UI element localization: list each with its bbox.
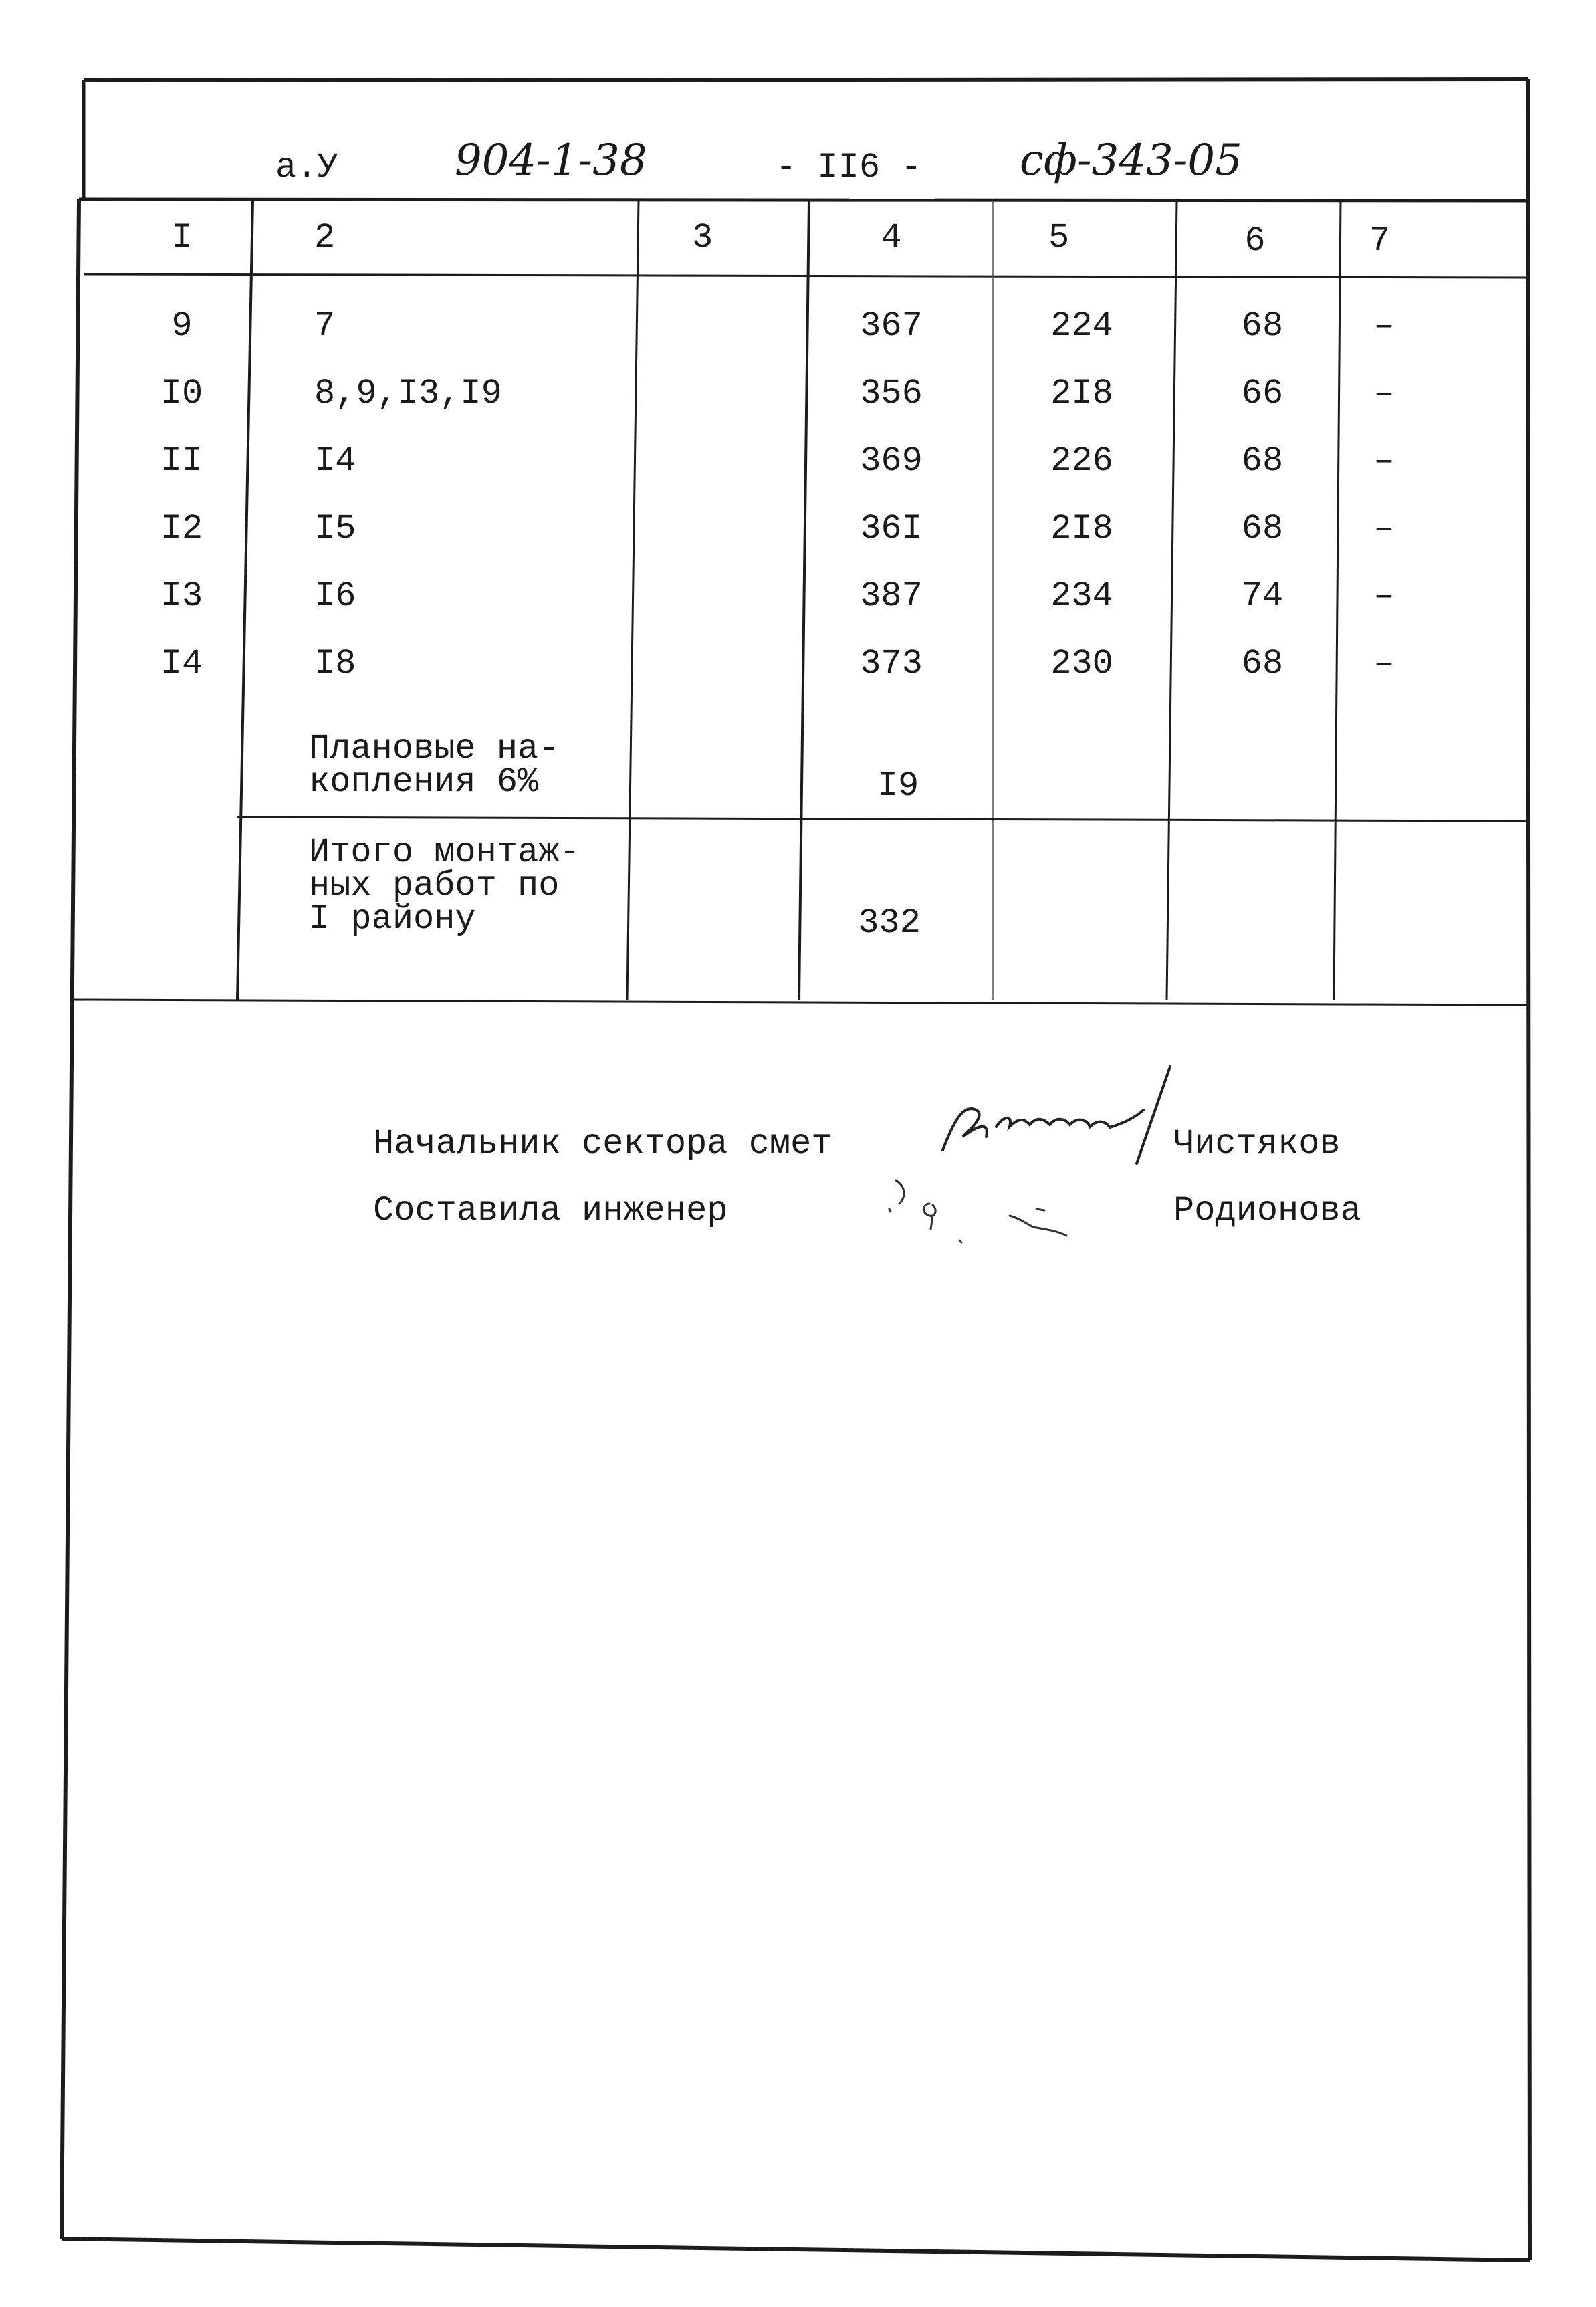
row-value-col7: – [1373,509,1395,548]
row-reference: I6 [314,576,356,616]
row-value-col4: 356 [860,374,923,413]
row-value-col7: – [1373,576,1395,616]
row-reference: I5 [314,509,356,548]
row-value-col6: 68 [1241,441,1284,481]
row-value-col7: – [1373,644,1395,683]
row-value-col4: 373 [860,644,923,683]
column-header-6: 6 [1244,221,1266,261]
signature-mark-2 [876,1177,1097,1250]
row-reference: I4 [314,441,356,481]
column-header-2: 2 [314,218,336,257]
row-value-col5: 230 [1050,644,1113,683]
row-value-col5: 2I8 [1050,374,1113,413]
row-value-col4: 369 [860,441,923,481]
row-number: I0 [160,374,203,413]
column-header-4: 4 [881,218,902,257]
column-header-1: I [171,218,193,257]
row-value-col7: – [1373,306,1395,346]
row-reference: I8 [314,644,356,683]
row-number: I3 [160,576,203,616]
project-code: 904-1-38 [455,136,647,185]
row-value-col6: 66 [1241,374,1284,413]
column-header-3: 3 [692,218,713,257]
row-value-col4: 387 [860,576,923,616]
accumulation-label: Плановые на- копления 6% [309,729,560,802]
document-code: сф-343-05 [1020,136,1242,185]
signature-name-2: Родионова [1173,1191,1361,1230]
header-prefix: а.У [275,148,338,187]
total-value: 332 [858,903,921,943]
row-value-col7: – [1373,374,1395,413]
accumulation-value: I9 [877,766,919,806]
signature-name-1: Чистяков [1173,1124,1341,1164]
column-header-5: 5 [1048,218,1070,257]
row-value-col6: 68 [1241,306,1284,346]
row-value-col5: 234 [1050,576,1113,616]
row-number: II [160,441,203,481]
row-value-col6: 74 [1241,576,1284,616]
row-reference: 7 [314,306,336,346]
row-number: I2 [160,509,203,548]
row-value-col5: 226 [1050,441,1113,481]
row-value-col6: 68 [1241,509,1284,548]
row-value-col4: 367 [860,306,923,346]
row-reference: 8,9,I3,I9 [314,374,502,413]
row-value-col6: 68 [1241,644,1284,683]
row-value-col5: 2I8 [1050,509,1113,548]
total-label: Итого монтаж- ных работ по I району [309,833,580,939]
signature-mark-1 [923,1063,1177,1170]
row-value-col4: 36I [860,509,923,548]
signature-role-2: Составила инженер [373,1191,728,1230]
row-number: I4 [160,644,203,683]
column-header-7: 7 [1369,221,1391,261]
row-value-col7: – [1373,441,1395,481]
row-value-col5: 224 [1050,306,1113,346]
signature-role-1: Начальник сектора смет [373,1124,832,1164]
row-number: 9 [171,306,193,346]
page-number: - II6 - [776,148,922,187]
